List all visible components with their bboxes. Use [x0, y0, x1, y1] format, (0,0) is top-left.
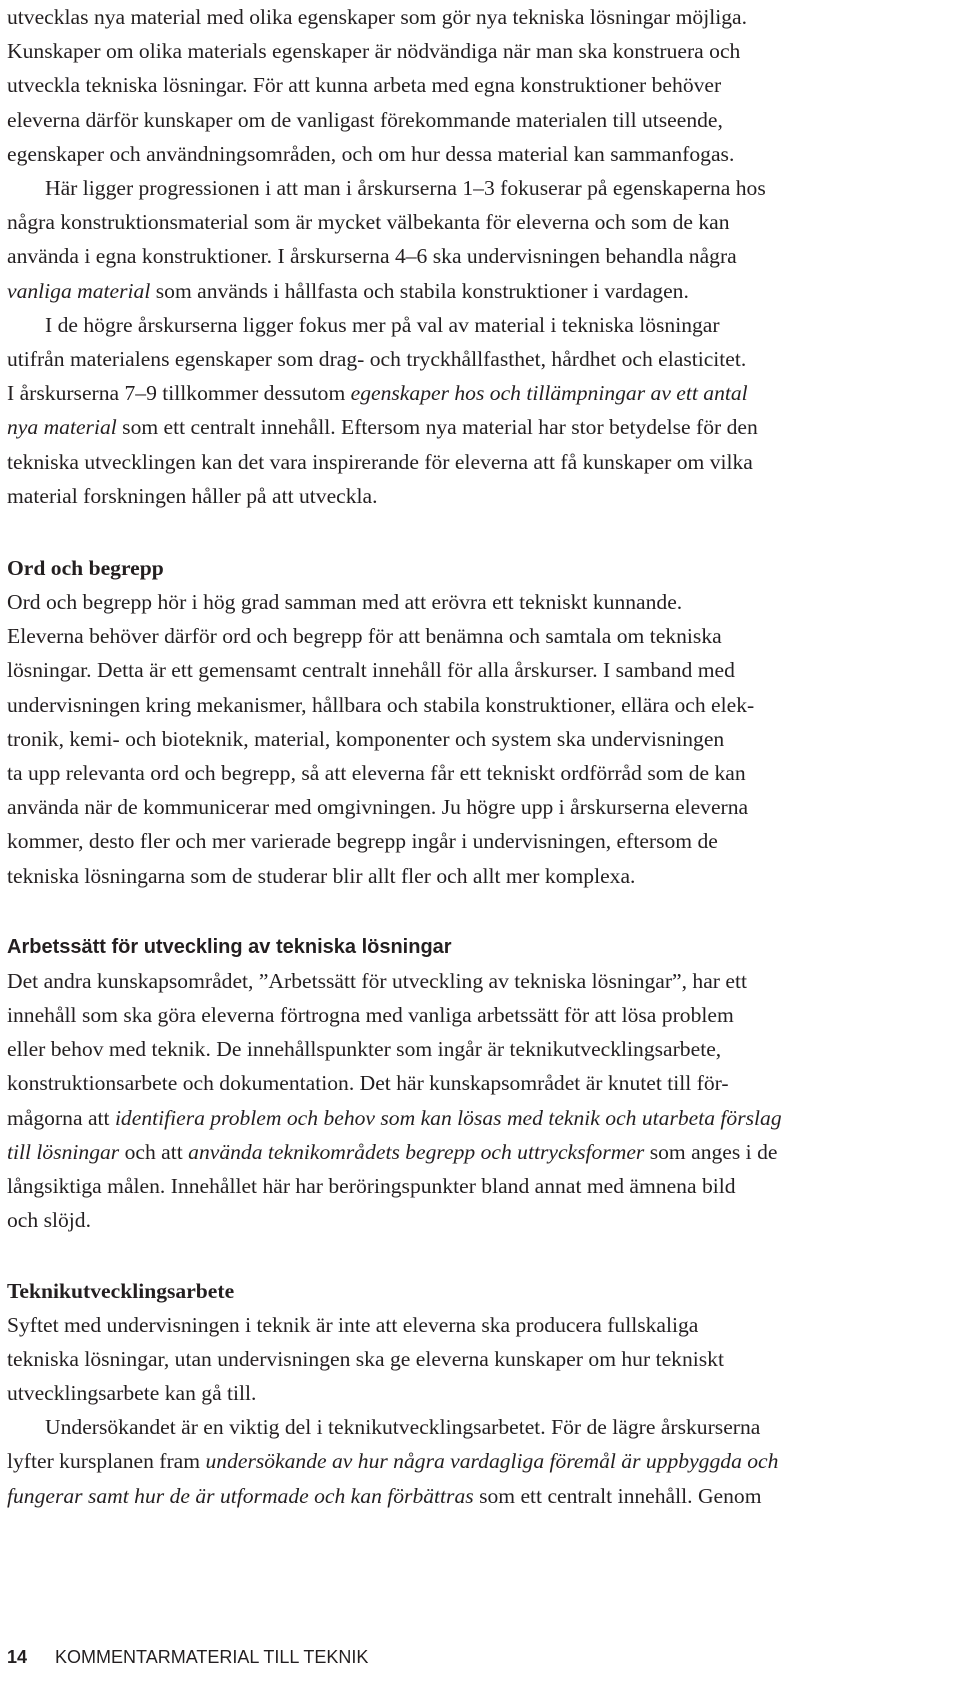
section-heading: Teknikutvecklingsarbete	[7, 1278, 235, 1303]
text-line: Syftet med undervisningen i teknik är inte att eleverna ska producera fullskaliga	[7, 1312, 699, 1337]
text-line: eller behov med teknik. De innehållspunkter som ingår är teknikutvecklingsarbete,	[7, 1037, 722, 1062]
text-run: mågorna att	[7, 1105, 115, 1130]
text-line: konstruktionsarbete och dokumentation. Det här kunskapsområdet är knutet till för-	[7, 1071, 729, 1096]
text-run: som ett centralt innehåll. Eftersom nya material har stor betydelse för den	[116, 415, 758, 440]
text-line: använda i egna konstruktioner. I årskurserna 4–6 ska undervisningen behandla några	[7, 244, 737, 269]
text-line: undervisningen kring mekanismer, hållbara och stabila konstruktioner, ellära och elek-	[7, 692, 755, 717]
text-line: kommer, desto fler och mer varierade begrepp ingår i undervisningen, eftersom de	[7, 829, 718, 854]
emphasis-text: identifiera problem och behov som kan lösas med teknik och utarbeta förslag	[114, 1105, 782, 1130]
text-line	[7, 1101, 947, 1135]
text-line: och slöjd.	[7, 1208, 91, 1233]
text-line	[7, 410, 947, 444]
section-paragraph	[7, 585, 947, 893]
teknikutvecklingsarbete-section	[7, 1274, 947, 1513]
text-line: material forskningen håller på att utveckla.	[7, 483, 378, 508]
running-title: KOMMENTARMATERIAL TILL TEKNIK	[55, 1647, 369, 1667]
progression-paragraph	[7, 171, 947, 308]
arbetssatt-section	[7, 930, 947, 1238]
text-line: några konstruktionsmaterial som är mycket välbekanta för eleverna och som de kan	[7, 210, 730, 235]
emphasis-text: undersökande av hur några vardagliga föremål är uppbyggda och	[205, 1449, 779, 1474]
emphasis-text: fungerar samt hur de är utformade och kan förbättras	[7, 1483, 474, 1508]
text-line: Undersökandet är en viktig del i teknikutvecklingsarbetet. För de lägre årskurserna	[45, 1415, 761, 1440]
ord-och-begrepp-section	[7, 551, 947, 893]
text-line: använda när de kommunicerar med omgivningen. Ju högre upp i årskurserna eleverna	[7, 795, 749, 820]
text-line: ta upp relevanta ord och begrepp, så att eleverna får ett tekniskt ordförråd som de kan	[7, 761, 746, 786]
text-line	[7, 376, 947, 410]
page-footer	[7, 1645, 368, 1669]
text-line: utifrån materialens egenskaper som drag- och tryckhållfasthet, hårdhet och elasticitet.	[7, 347, 747, 372]
text-run: som ett centralt innehåll. Genom	[473, 1483, 762, 1508]
text-line: Eleverna behöver därför ord och begrepp för att benämna och samtala om tekniska	[7, 624, 722, 649]
text-line: eleverna därför kunskaper om de vanligast förekommande materialen till utseende,	[7, 107, 723, 132]
text-line: egenskaper och användningsområden, och om hur dessa material kan sammanfogas.	[7, 141, 735, 166]
text-line: långsiktiga målen. Innehållet här har beröringspunkter bland annat med ämnena bild	[7, 1174, 736, 1199]
text-line	[7, 274, 947, 308]
emphasis-text: använda teknikområdets begrepp och uttrycksformer	[188, 1139, 645, 1164]
text-run: lyfter kursplanen fram	[7, 1449, 206, 1474]
text-line: I de högre årskurserna ligger fokus mer på val av material i tekniska lösningar	[45, 312, 720, 337]
text-line: tekniska lösningar, utan undervisningen ska ge eleverna kunskaper om hur tekniskt	[7, 1346, 724, 1371]
text-line: tronik, kemi- och bioteknik, material, komponenter och system ska undervisningen	[7, 726, 725, 751]
text-line: tekniska utvecklingen kan det vara inspirerande för eleverna att få kunskaper om vilka	[7, 449, 753, 474]
section-paragraph	[7, 964, 947, 1238]
text-line: utvecklas nya material med olika egenskaper som gör nya tekniska lösningar möjliga.	[7, 5, 747, 29]
text-line: utvecklingsarbete kan gå till.	[7, 1380, 257, 1405]
document-page	[7, 0, 947, 1513]
text-line: innehåll som ska göra eleverna förtrogna med vanliga arbetssätt för att lösa problem	[7, 1003, 734, 1028]
text-line: Ord och begrepp hör i hög grad samman med att erövra ett tekniskt kunnande.	[7, 590, 683, 615]
text-run: som anges i de	[644, 1139, 778, 1164]
section-paragraph	[7, 1308, 947, 1411]
text-line: Det andra kunskapsområdet, ”Arbetssätt för utveckling av tekniska lösningar”, har ett	[7, 968, 747, 993]
text-line: lösningar. Detta är ett gemensamt centralt innehåll för alla årskurser. I samband med	[7, 658, 735, 683]
text-run: som används i hållfasta och stabila konstruktioner i vardagen.	[150, 278, 689, 303]
intro-paragraph	[7, 0, 947, 171]
higher-grades-paragraph	[7, 308, 947, 513]
text-line	[7, 1444, 947, 1478]
text-line: utveckla tekniska lösningar. För att kunna arbeta med egna konstruktioner behöver	[7, 73, 722, 98]
section-paragraph	[7, 1410, 947, 1513]
emphasis-text: till lösningar	[7, 1139, 120, 1164]
text-line: tekniska lösningarna som de studerar blir allt fler och allt mer komplexa.	[7, 863, 636, 888]
text-run: och att	[119, 1139, 189, 1164]
text-line	[7, 1135, 947, 1169]
emphasis-text: nya material	[7, 415, 117, 440]
text-line	[7, 1479, 947, 1513]
page-number: 14	[7, 1647, 28, 1667]
emphasis-text: egenskaper hos och tillämpningar av ett antal	[350, 381, 748, 406]
text-line: Kunskaper om olika materials egenskaper är nödvändiga när man ska konstruera och	[7, 39, 741, 64]
emphasis-text: vanliga material	[7, 278, 151, 303]
text-line: Här ligger progressionen i att man i årskurserna 1–3 fokuserar på egenskaperna hos	[45, 176, 766, 201]
section-heading: Arbetssätt för utveckling av tekniska lösningar	[7, 935, 452, 958]
section-heading: Ord och begrepp	[7, 556, 164, 581]
text-run: I årskurserna 7–9 tillkommer dessutom	[7, 381, 351, 406]
